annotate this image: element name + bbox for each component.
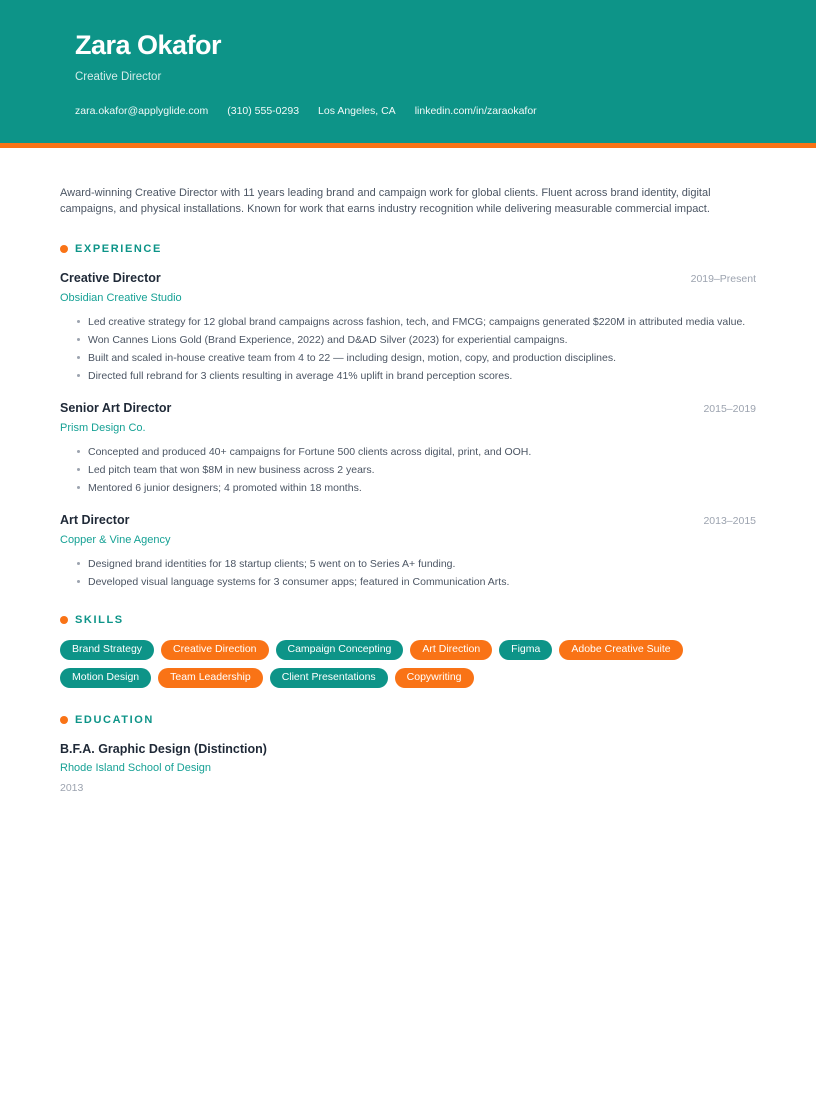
job-bullet: Built and scaled in-house creative team from 4 to 22 — including design, motion, copy, and production disciplines. [88,352,756,364]
section-bullet-icon [60,245,68,253]
linkedin-link[interactable]: linkedin.com/in/zaraokafor [414,104,537,117]
job-header [60,271,756,285]
job-bullet: Directed full rebrand for 3 clients resulting in average 41% uplift in brand perception scores. [88,370,756,382]
skill-chip: Creative Direction [161,640,268,660]
skill-chip: Copywriting [395,668,474,688]
experience-entry-3 [60,513,756,588]
experience-section-label: EXPERIENCE [75,243,162,255]
skill-chip: Art Direction [410,640,492,660]
job-bullet-list [60,316,756,382]
experience-section [60,243,756,588]
job-header [60,513,756,527]
job-header [60,401,756,415]
job-title: Art Director [60,513,130,527]
skill-chip: Figma [499,640,552,660]
job-dates: 2013–2015 [703,515,756,527]
resume-body [0,185,816,854]
job-bullet: Mentored 6 junior designers; 4 promoted within 18 months. [88,482,756,494]
company-link[interactable]: Obsidian Creative Studio [60,292,182,304]
job-bullet: Led pitch team that won $8M in new business across 2 years. [88,464,756,476]
email-link[interactable]: zara.okafor@applyglide.com [75,104,209,117]
skill-chip: Campaign Concepting [276,640,404,660]
summary-paragraph: Award-winning Creative Director with 11 years leading brand and campaign work for global clients. Fluent across brand identity, digital campaigns, and physical installations. Known for work that earns industry recognition while delivering measurable commercial impact. [60,187,711,215]
job-bullet: Won Cannes Lions Gold (Brand Experience, 2022) and D&AD Silver (2023) for experiential campaigns. [88,334,756,346]
graduation-year: 2013 [60,782,84,794]
skills-section-heading [60,614,756,626]
candidate-name: Zara Okafor [75,30,222,60]
section-bullet-icon [60,716,68,724]
skills-section [60,614,756,688]
experience-entry-1 [60,271,756,382]
resume-header [0,0,816,148]
experience-section-heading [60,243,756,255]
company-link[interactable]: Prism Design Co. [60,422,146,434]
degree-title: B.F.A. Graphic Design (Distinction) [60,742,267,756]
job-bullet: Concepted and produced 40+ campaigns for Fortune 500 clients across digital, print, and OOH. [88,446,756,458]
contact-row [75,105,741,117]
skill-chip-list [60,640,700,688]
skills-section-label: SKILLS [75,614,124,626]
education-section-heading [60,714,756,726]
location-text: Los Angeles, CA [318,104,396,117]
job-dates: 2019–Present [690,273,756,285]
education-section [60,714,756,794]
company-link[interactable]: Copper & Vine Agency [60,534,171,546]
candidate-headline: Creative Director [75,70,162,83]
job-dates: 2015–2019 [703,403,756,415]
phone-text: (310) 555-0293 [227,104,300,117]
job-bullet-list [60,558,756,588]
education-section-label: EDUCATION [75,714,154,726]
school-link[interactable]: Rhode Island School of Design [60,762,212,774]
job-title: Creative Director [60,271,161,285]
job-bullet-list [60,446,756,494]
job-title: Senior Art Director [60,401,172,415]
skill-chip: Adobe Creative Suite [559,640,682,660]
skill-chip: Brand Strategy [60,640,154,660]
skill-chip: Motion Design [60,668,151,688]
experience-entry-2 [60,401,756,494]
skill-chip: Client Presentations [270,668,388,688]
job-bullet: Developed visual language systems for 3 consumer apps; featured in Communication Arts. [88,576,756,588]
job-bullet: Led creative strategy for 12 global brand campaigns across fashion, tech, and FMCG; campaigns generated $220M in attributed media value. [88,316,756,328]
job-bullet: Designed brand identities for 18 startup clients; 5 went on to Series A+ funding. [88,558,756,570]
skill-chip: Team Leadership [158,668,263,688]
section-bullet-icon [60,616,68,624]
